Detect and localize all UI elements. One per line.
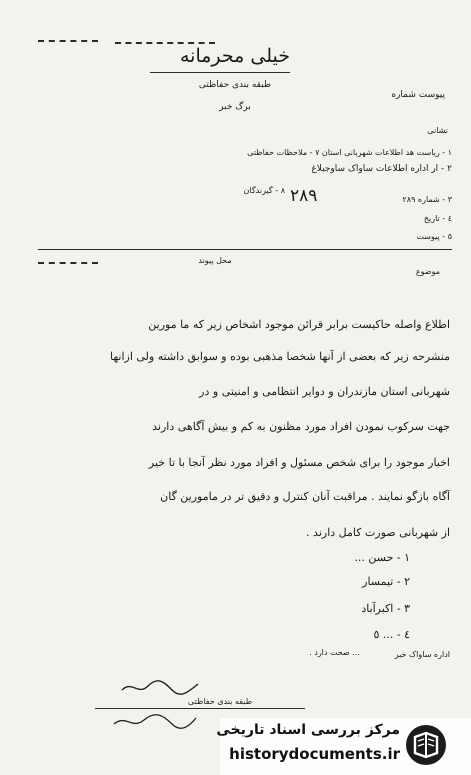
received-by-label: ٨ - گیرندگان [243, 186, 285, 195]
watermark-title: مرکز بررسی اسناد تاریخی [216, 722, 400, 738]
signature-mark [120, 676, 200, 698]
body-line-4: جهت سرکوب نمودن افراد مورد مظنون به کم و بیش آگاهی دارند [152, 420, 450, 433]
body-line-3: شهربانی استان مازندران و دوایر انتظامی و امنیتی و در [199, 385, 450, 398]
reference-label: پیوست شماره [391, 90, 445, 100]
date-scribble [110, 712, 200, 732]
field-5: ٥ - پیوست [416, 232, 452, 241]
stamp-underline [150, 72, 290, 73]
field-3: ٣ - شماره ٢٨٩ [402, 195, 452, 204]
list-item-4: ٤ - ... ٥ [373, 628, 410, 641]
list-item-2: ٢ - تیمسار [362, 575, 410, 588]
list-item-3: ٣ - اکبرآباد [361, 602, 410, 615]
mid-dash [38, 262, 98, 264]
notes-label: محل پیوند [198, 256, 232, 265]
field-2: ٢ - ار اداره اطلاعات ساواک ساوجبلاغ [311, 164, 452, 174]
archive-logo-icon [404, 723, 448, 767]
closing-left: اداره ساواک خبر [394, 650, 450, 659]
subject-label: موضوع [415, 267, 440, 276]
section-divider [38, 249, 452, 250]
identifier-label: نشانی [427, 126, 448, 135]
footer-rule [95, 708, 305, 709]
watermark-url: historydocuments.ir [229, 745, 400, 763]
body-line-6: آگاه بازگو نمایند . مراقبت آنان کنترل و دقیق تر در مامورین گان [160, 490, 450, 503]
footer-classification: طبقه بندی حفاظتی [187, 697, 253, 706]
form-title: برگ خبر [219, 102, 251, 112]
classification-label: طبقه بندی حفاظتی [198, 80, 272, 90]
top-dash-left [38, 40, 98, 42]
field-1: ١ - ریاست هد اطلاعات شهربانی استان ٧ - ملاحظات حفاظتی [247, 148, 452, 157]
closing-right: ... صحت دارد . [309, 648, 360, 657]
body-line-5: اخبار موجود را برای شخص مسئول و افراد مورد نظر آنجا با تا خیر [148, 456, 450, 469]
list-item-1: ١ - حسن ... [354, 551, 410, 564]
document-number: ٢٨٩ [290, 186, 318, 206]
body-line-1: اطلاع واصله حاکیست برابر قرائن موجود اشخاص زیر که ما مورین [148, 318, 450, 331]
top-secret-stamp: خیلی محرمانه [179, 45, 290, 67]
body-line-2: منشرحه زیر که بعضی از آنها شخصا مذهبی بوده و سوابق داشته ولی ازانها [109, 350, 450, 363]
body-line-7: از شهربانی صورت کامل دارند . [306, 526, 450, 539]
field-4: ٤ - تاریخ [423, 214, 452, 223]
top-dash-center [115, 42, 215, 44]
